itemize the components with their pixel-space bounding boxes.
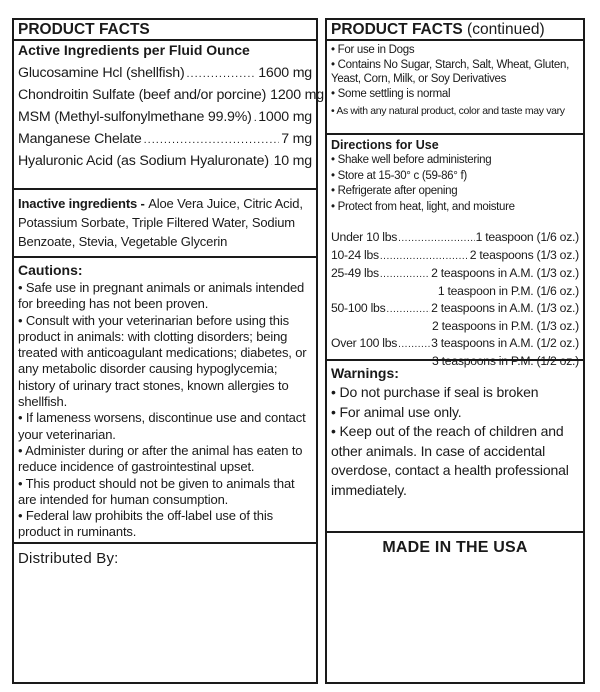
inactive-ingredients-section [14,190,316,258]
facts-section [327,41,583,135]
inactive-ingredients-text: Aloe Vera Juice, Citric Acid, Potassium Sorbate, Triple Filtered Water, Sodium Benzoate, Stevia, Vegetable Glycerin [18,196,303,249]
ingredient-row [18,151,312,173]
ingredient-amount: 7 mg [281,131,312,147]
dosing-amount: 1 teaspoon (1/6 oz.) [475,230,579,244]
leader-dots [271,152,272,173]
leader-dots [380,266,430,283]
cautions-section [14,258,316,544]
ingredient-amount: 1200 mg [270,87,324,103]
product-facts-continued-title [331,20,579,40]
caution-item: • Administer during or after the animal has eaten to reduce incidence of gastrointestinal upset. [18,442,303,475]
directions-section [327,135,583,368]
ingredient-name: Glucosamine Hcl (shellfish) [18,65,185,81]
ingredient-row [18,129,312,151]
directions-title: Directions for Use [331,138,439,152]
dosing-row [331,318,579,335]
product-facts-continued-header [327,20,583,41]
fact-item: • For use in Dogs [331,44,415,56]
ingredient-name: Manganese Chelate [18,131,142,147]
dosing-amount: 3 teaspoons in A.M. (1/2 oz.) [431,336,579,350]
dosing-weight: 50-100 lbs [331,301,386,315]
leader-dots [398,336,430,353]
warning-item: • Do not purchase if seal is broken [331,384,539,400]
direction-item: • Protect from heat, light, and moisture [331,200,515,213]
leader-dots [398,230,474,247]
ingredient-list [18,63,324,173]
cautions-title: Cautions: [18,262,83,278]
dosing-amount: 3 teaspoons in P.M. (1/2 oz.) [432,354,579,368]
dosing-row [331,283,579,300]
distributed-by-section [14,544,316,570]
dosing-weight: 25-49 lbs [331,266,379,280]
caution-item: • Consult with your veterinarian before using this product in animals: with clotting disorders; being treated with anticoagulant medications; diabetes, or any metabolic disorder causing hypoglycemia; history of urinary tract stones, known allergies to shellfish. [18,312,307,410]
caution-item: • If lameness worsens, discontinue use and contact your veterinarian. [18,410,306,442]
ingredient-amount: 1600 mg [258,65,312,81]
caution-item: • This product should not be given to animals that are intended for human consumption. [18,475,295,507]
fact-item: • As with any natural product, color and taste may vary [331,104,565,117]
made-in-section [327,539,583,557]
direction-item: • Shake well before administering [331,154,492,166]
inactive-ingredients [18,194,312,251]
dosing-row [331,229,579,247]
dosing-weight: Under 10 lbs [331,230,398,244]
product-facts-continued-panel [325,18,585,684]
title-continued: (continued) [462,21,545,38]
product-facts-title: PRODUCT FACTS [18,21,150,38]
leader-dots [144,130,280,151]
dosing-row [331,335,579,353]
title-main: PRODUCT FACTS [331,21,463,38]
inactive-ingredients-label: Inactive ingredients - [18,196,149,211]
leader-dots [186,64,256,85]
ingredient-row [18,107,312,129]
leader-dots [380,248,469,265]
ingredient-amount: 10 mg [273,153,312,169]
ingredient-amount: 1000 mg [258,109,312,125]
fact-item: • Some settling is normal [331,88,451,101]
active-ingredients-section [14,41,324,190]
ingredient-row [18,63,312,85]
ingredient-name: MSM (Methyl-sulfonylmethane 99.9%) [18,109,252,125]
caution-item: • Safe use in pregnant animals or animals intended for breeding has not been proven. [18,280,305,312]
direction-item: • Refrigerate after opening [331,185,458,197]
dosing-amount: 1 teaspoon in P.M. (1/6 oz.) [437,284,579,298]
ingredient-name: Chondroitin Sulfate (beef and/or porcine) [18,87,267,103]
dosing-row [331,247,579,265]
dosing-amount: 2 teaspoons (1/3 oz.) [469,248,579,262]
warning-item: • Keep out of the reach of children and other animals. In case of accidental overdose, contact a health professional immediately. [331,423,569,498]
dosing-weight: 10-24 lbs [331,248,379,262]
dosing-amount: 2 teaspoons in P.M. (1/3 oz.) [432,319,579,333]
direction-item: • Store at 15-30° c (59-86° f) [331,169,467,182]
caution-item: • Federal law prohibits the off-label use of this product in ruminants. [18,508,273,540]
leader-dots [254,108,256,129]
active-ingredients-header: Active Ingredients per Fluid Ounce [18,42,250,58]
made-in-usa: MADE IN THE USA [382,539,528,556]
warnings-section [327,361,583,533]
dosing-weight: Over 100 lbs [331,336,398,350]
product-facts-panel [12,18,324,684]
warning-item: • For animal use only. [331,403,462,420]
dosing-amount: 2 teaspoons in A.M. (1/3 oz.) [431,301,579,315]
leader-dots [386,301,430,318]
dosing-table [331,229,579,370]
product-facts-header [14,20,316,41]
distributed-by-label: Distributed By: [18,550,119,567]
ingredient-name: Hyaluronic Acid (as Sodium Hyaluronate) [18,153,269,169]
dosing-row [331,300,579,318]
fact-item: • Contains No Sugar, Starch, Salt, Wheat, Gluten, Yeast, Corn, Milk, or Soy Derivatives [331,58,569,86]
dosing-amount: 2 teaspoons in A.M. (1/3 oz.) [431,266,579,280]
warnings-title: Warnings: [331,365,399,381]
ingredient-row [18,85,324,107]
dosing-row [331,265,579,283]
